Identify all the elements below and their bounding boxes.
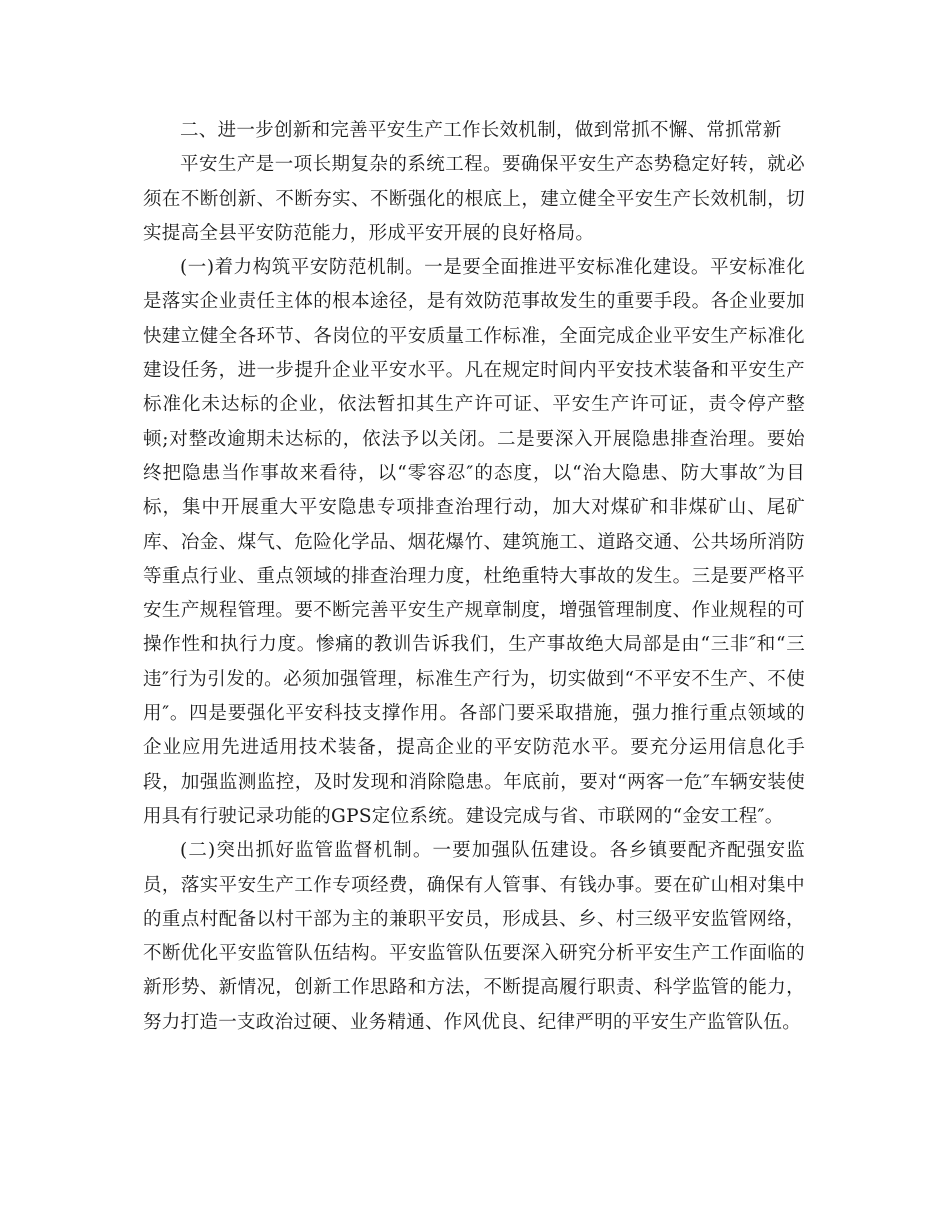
paragraph-intro: 平安生产是一项长期复杂的系统工程。要确保平安生产态势稳定好转，就必须在不断创新、不断夯实、不断强化的根底上，建立健全平安生产长效机制，切实提高全县平安防范能力，形成平安开展的良好格局。 (143, 154, 805, 244)
paragraph-supervision-mechanism: (二)突出抓好监管监督机制。一要加强队伍建设。各乡镇要配齐配强安监员，落实平安生产工作专项经费，确保有人管事、有钱办事。要在矿山相对集中的重点村配备以村干部为主的兼职平安员，形成县、乡、村三级平安监管网络，不断优化平安监管队伍结构。平安监管队伍要深入研究分析平安生产工作面临的新形势、新情况，创新工作思路和方法，不断提高履行职责、科学监管的能力，努力打造一支政治过硬、业务精通、作风优良、纪律严明的平安生产监管队伍。 (143, 840, 805, 1033)
document-body (143, 114, 805, 1040)
paragraph-prevention-mechanism: (一)着力构筑平安防范机制。一是要全面推进平安标准化建设。平安标准化是落实企业责任主体的根本途径，是有效防范事故发生的重要手段。各企业要加快建立健全各环节、各岗位的平安质量工作标准，全面完成企业平安生产标准化建设任务，进一步提升企业平安水平。凡在规定时间内平安技术装备和平安生产标准化未达标的企业，依法暂扣其生产许可证、平安生产许可证，责令停产整顿;对整改逾期未达标的，依法予以关闭。二是要深入开展隐患排查治理。要始终把隐患当作事故来看待，以“零容忍″的态度，以“治大隐患、防大事故″为目标，集中开展重大平安隐患专项排查治理行动，加大对煤矿和非煤矿山、尾矿库、冶金、煤气、危险化学品、烟花爆竹、建筑施工、道路交通、公共场所消防等重点行业、重点领域的排查治理力度，杜绝重特大事故的发生。三是要严格平安生产规程管理。要不断完善平安生产规章制度，增强管理制度、作业规程的可操作性和执行力度。惨痛的教训告诉我们，生产事故绝大局部是由“三非″和“三违″行为引发的。必须加强管理，标准生产行为，切实做到“不平安不生产、不使用″。四是要强化平安科技支撑作用。各部门要采取措施，强力推行重点领域的企业应用先进适用技术装备，提高企业的平安防范水平。要充分运用信息化手段，加强监测监控，及时发现和消除隐患。年底前，要对“两客一危″车辆安装使用具有行驶记录功能的GPS定位系统。建设完成与省、市联网的“金安工程″。 (143, 257, 805, 827)
section-heading: 二、进一步创新和完善平安生产工作长效机制，做到常抓不懈、常抓常新 (180, 120, 782, 141)
